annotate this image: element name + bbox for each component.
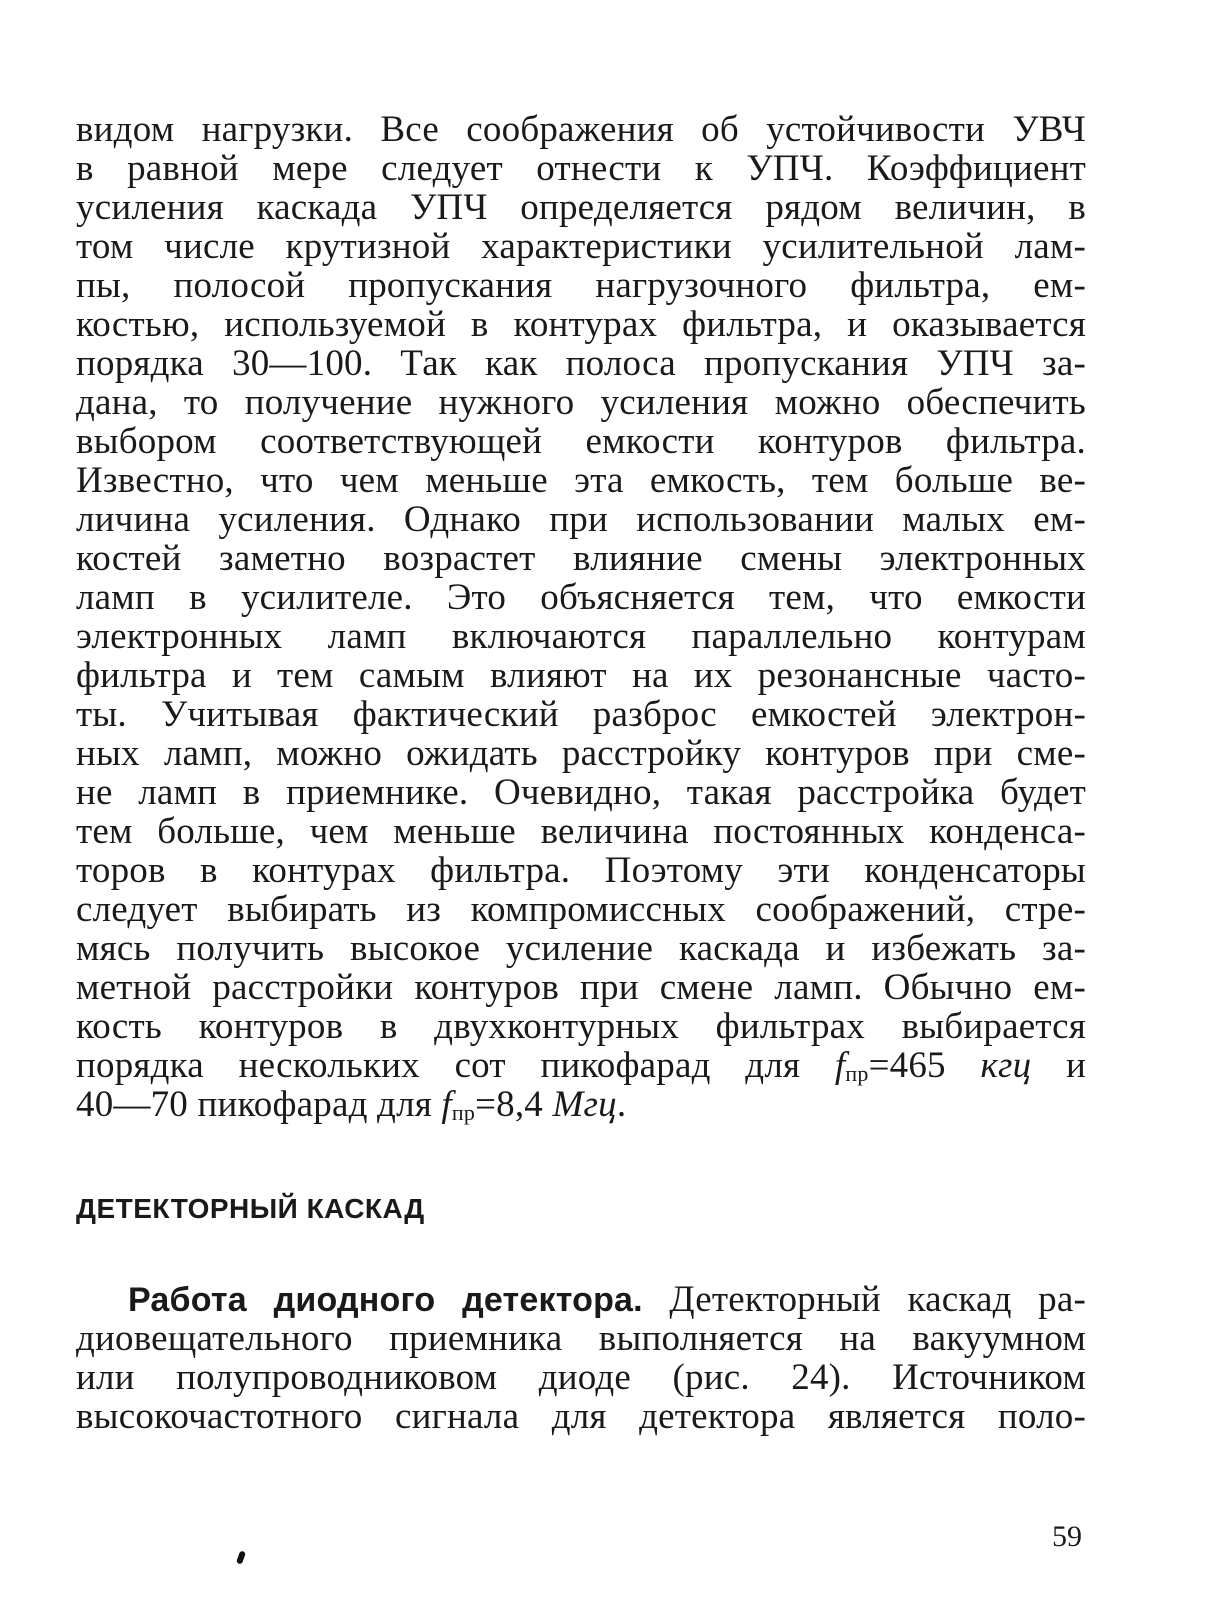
ink-speck — [236, 1550, 246, 1564]
text-line: пы, полосой пропускания нагрузочного фильтра, ем- — [76, 265, 1086, 306]
page-number: 59 — [1052, 1520, 1082, 1553]
text-run: порядка нескольких сот пикофарад для — [76, 1045, 835, 1086]
text-line: метной расстройки контуров при смене ламп. Обычно ем- — [76, 967, 1086, 1008]
text-line: следует выбирать из компромиссных соображений, стре- — [76, 889, 1086, 930]
text-line: костью, используемой в контурах фильтра, и оказывается — [76, 304, 1086, 345]
text-line: не ламп в приемнике. Очевидно, такая расстройка будет — [76, 772, 1086, 813]
formula-value: =465 — [868, 1045, 981, 1086]
text-line: выбором соответствующей емкости контуров фильтра. — [76, 421, 1086, 462]
subscript: пр — [845, 1061, 869, 1086]
text-line: ламп в усилителе. Это объясняется тем, что емкости — [76, 577, 1086, 618]
text-line: тем больше, чем меньше величина постоянных конденса- — [76, 811, 1086, 852]
frequency-symbol: f — [441, 1084, 452, 1125]
text-line: том числе крутизной характеристики усилительной лам- — [76, 226, 1086, 267]
text-line: ных ламп, можно ожидать расстройку контуров при сме- — [76, 733, 1086, 774]
runin-title: Работа диодного детектора. — [128, 1281, 643, 1319]
text-line: порядка 30—100. Так как полоса пропускания УПЧ за- — [76, 343, 1086, 384]
text-line: кость контуров в двухконтурных фильтрах выбирается — [76, 1006, 1086, 1047]
text-line: Известно, что чем меньше эта емкость, тем больше ве- — [76, 460, 1086, 501]
text-line: дана, то получение нужного усиления можно обеспечить — [76, 382, 1086, 423]
text-line: личина усиления. Однако при использовании малых ем- — [76, 499, 1086, 540]
text-line: или полупроводниковом диоде (рис. 24). Источником — [76, 1357, 1086, 1398]
section-heading: ДЕТЕКТОРНЫЙ КАСКАД — [76, 1193, 425, 1224]
text-line: мясь получить высокое усиление каскада и избежать за- — [76, 928, 1086, 969]
unit: кгц — [980, 1045, 1032, 1086]
text-line: в равной мере следует отнести к УПЧ. Коэффициент — [76, 148, 1086, 189]
text-line: торов в контурах фильтра. Поэтому эти конденсаторы — [76, 850, 1086, 891]
text-line: электронных ламп включаются параллельно контурам — [76, 616, 1086, 657]
text-line: ты. Учитывая фактический разброс емкостей электрон- — [76, 694, 1086, 735]
text-run: Детекторный каскад ра- — [642, 1279, 1087, 1320]
text-line: усиления каскада УПЧ определяется рядом величин, в — [76, 187, 1086, 228]
formula-value: =8,4 — [475, 1084, 553, 1125]
text-run: 40—70 пикофарад для — [76, 1084, 442, 1125]
subscript: пр — [451, 1100, 476, 1125]
unit: Мгц — [552, 1084, 617, 1125]
text-line-formula — [76, 1046, 1086, 1086]
text-run: . — [616, 1084, 627, 1125]
text-line: высокочастотного сигнала для детектора является поло- — [76, 1396, 1086, 1437]
text-line-formula — [76, 1085, 1086, 1125]
text-line: костей заметно возрастет влияние смены электронных — [76, 538, 1086, 579]
text-line: фильтра и тем самым влияют на их резонансные часто- — [76, 655, 1086, 696]
text-line: видом нагрузки. Все соображения об устойчивости УВЧ — [76, 109, 1086, 150]
frequency-symbol: f — [834, 1045, 846, 1086]
text-line: диовещательного приемника выполняется на вакуумном — [76, 1318, 1086, 1359]
text-line — [128, 1280, 1086, 1320]
text-run: и — [1031, 1045, 1086, 1086]
